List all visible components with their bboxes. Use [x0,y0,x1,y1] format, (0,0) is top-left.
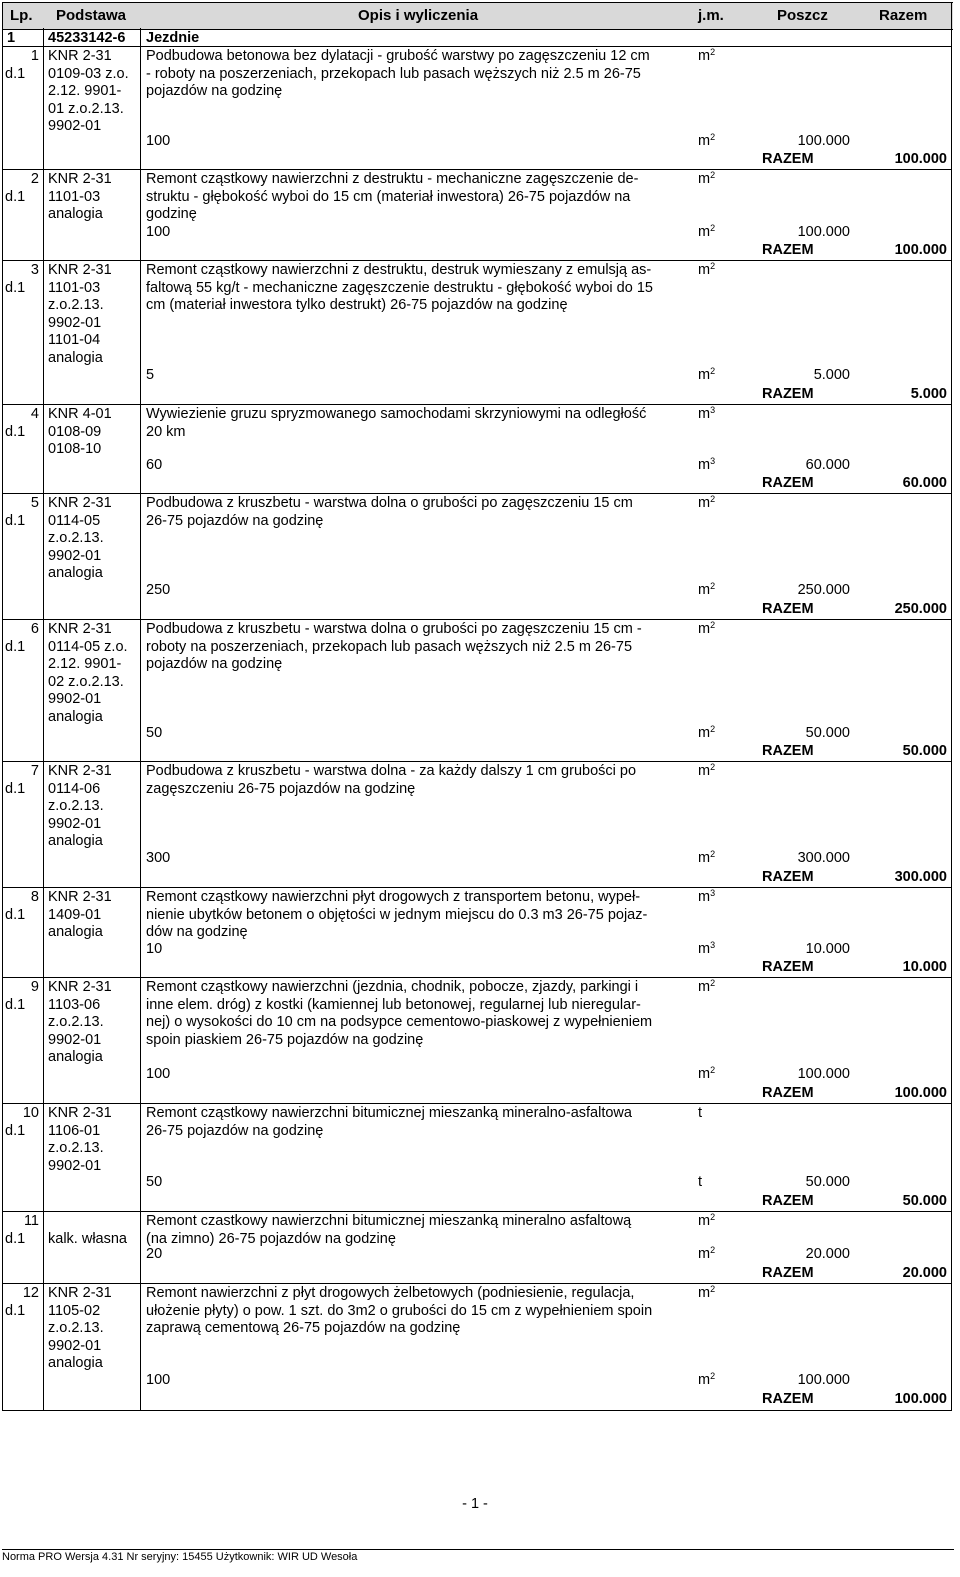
item-subnumber: d.1 [5,1302,26,1319]
item-description-line: pojazdów na godzinę [146,656,283,672]
item-basis-line: analogia [48,1355,103,1371]
item-unit [698,763,715,781]
unit-exponent: 2 [710,724,716,734]
item-razem-label: RAZEM [762,1085,814,1101]
item-unit [698,495,715,513]
header-poszcz: Poszcz [777,7,828,24]
item-basis-line: 9902-01 [48,314,102,331]
item-number: 8 [30,889,39,905]
item-description-line: Podbudowa z kruszbetu - warstwa dolna o grubości po zagęszczeniu 15 cm [146,495,633,511]
item-separator [2,1283,952,1284]
item-razem-value: 50.000 [902,1193,947,1209]
item-poszcz-value: 100.000 [797,1372,850,1388]
item-razem-value: 50.000 [902,743,947,759]
item-razem-value: 10.000 [902,959,947,975]
item-basis-line: 1105-02 [48,1302,101,1319]
item-calculation: 100 [146,224,171,240]
item-calculation: 100 [146,133,171,149]
item-basis-line: analogia [48,1049,103,1065]
unit-exponent: 2 [710,494,716,504]
item-number: 2 [30,171,39,187]
item-separator [2,493,952,494]
right-border [951,2,952,1410]
item-razem-label: RAZEM [762,151,814,167]
item-poszcz-value: 250.000 [797,582,850,598]
item-separator [2,1103,952,1104]
item-razem-label: RAZEM [762,1265,814,1281]
item-subnumber: d.1 [5,1230,26,1247]
item-basis-line: 1106-01 [48,1122,101,1139]
unit-exponent: 2 [710,261,716,271]
item-razem-label: RAZEM [762,743,814,759]
item-description-line: 26-75 pojazdów na godzinę [146,1122,324,1139]
item-unit [698,48,715,66]
item-description-line: Podbudowa z kruszbetu - warstwa dolna - za każdy dalszy 1 cm grubości po [146,763,637,779]
item-description-line: Remont cząstkowy nawierzchni płyt drogowych z transportem betonu, wypeł- [146,889,641,905]
header-podstawa: Podstawa [56,7,127,24]
item-razem-value: 250.000 [894,601,947,617]
unit-symbol: m [698,1246,711,1262]
item-basis-line: 0108-10 [48,441,102,457]
unit-exponent: 3 [710,456,716,466]
item-number: 10 [22,1105,39,1121]
item-description-line: Remont nawierzchni z płyt drogowych żelbetowych (podniesienie, regulacja, [146,1285,635,1301]
section-title: Jezdnie [146,30,200,46]
item-subnumber: d.1 [5,512,26,529]
item-basis-line: 9902-01 [48,1031,102,1048]
column-divider-lp [43,28,44,1410]
header-lp: Lp. [10,7,33,24]
item-description-line: 20 km [146,423,186,440]
item-basis-line: 1101-03 [48,188,101,205]
item-basis-line: kalk. własna [48,1230,127,1247]
item-basis-line: 0114-06 [48,780,101,797]
item-unit [698,406,715,424]
unit-exponent: 2 [710,762,716,772]
item-calculation: 50 [146,1174,163,1190]
item-razem-value: 60.000 [902,475,947,491]
item-description-line: nej) o wysokości do 10 cm na podsypce cementowo-piaskowej z wypełnieniem [146,1014,653,1030]
item-description-line: Remont czastkowy nawierzchni bitumicznej mieszanką mineralno asfaltową [146,1213,632,1229]
item-basis-line: 0114-05 z.o. [48,638,128,655]
item-razem-label: RAZEM [762,869,814,885]
unit-symbol: m [698,725,711,741]
item-poszcz-value: 20.000 [805,1246,850,1262]
item-separator [2,761,952,762]
item-razem-label: RAZEM [762,959,814,975]
item-subnumber: d.1 [5,1122,26,1139]
item-basis-line: 9902-01 [48,815,102,832]
item-subnumber: d.1 [5,996,26,1013]
item-calc-unit [698,1246,715,1264]
unit-symbol: t [698,1174,703,1190]
unit-symbol: m [698,48,711,64]
item-number: 9 [30,979,39,995]
unit-exponent: 2 [710,1284,716,1294]
item-unit [698,171,715,189]
item-razem-label: RAZEM [762,1193,814,1209]
unit-symbol: m [698,133,711,149]
section-code: 45233142-6 [48,30,126,46]
unit-symbol: m [698,224,711,240]
item-separator [2,169,952,170]
section-number: 1 [7,30,16,46]
item-basis-line: analogia [48,206,103,222]
item-poszcz-value: 100.000 [797,133,850,149]
item-unit [698,1213,715,1231]
item-razem-value: 300.000 [894,869,947,885]
item-separator [2,887,952,888]
item-basis-line: 1101-03 [48,279,101,296]
unit-exponent: 2 [710,1065,716,1075]
unit-symbol: m [698,889,711,905]
unit-symbol: m [698,171,711,187]
footer-rule [2,1549,954,1550]
item-basis-line: 1103-06 [48,996,101,1013]
unit-exponent: 3 [710,405,716,415]
unit-exponent: 2 [710,978,716,988]
item-calc-unit [698,725,715,743]
unit-symbol: m [698,1372,711,1388]
item-basis-line: z.o.2.13. [48,1320,104,1336]
item-calc-unit [698,850,715,868]
item-description-line: roboty na poszerzeniach, przekopach lub pasach węższych niż 2.5 m 26-75 [146,638,633,655]
unit-symbol: m [698,941,711,957]
item-basis-line: z.o.2.13. [48,798,104,814]
item-subnumber: d.1 [5,65,26,82]
item-razem-value: 100.000 [894,151,947,167]
unit-symbol: m [698,457,711,473]
item-unit [698,1285,715,1303]
item-separator [2,619,952,620]
item-description-line: struktu - głębokość wyboi do 15 cm (materiał inwestora) 26-75 pojazdów na [146,188,631,205]
unit-symbol: m [698,621,711,637]
unit-symbol: m [698,1066,711,1082]
item-poszcz-value: 50.000 [805,1174,850,1190]
item-separator [2,404,952,405]
item-basis-line: KNR 2-31 [48,262,112,278]
item-subnumber: d.1 [5,423,26,440]
item-description-line: Remont cząstkowy nawierzchni z destruktu - mechaniczne zagęszczenie de- [146,171,639,187]
item-basis-line: KNR 2-31 [48,1105,112,1121]
unit-exponent: 2 [710,1212,716,1222]
item-razem-value: 100.000 [894,1391,947,1407]
item-description-line: zaprawą cementową 26-75 pojazdów na godzinę [146,1320,461,1336]
unit-symbol: m [698,367,711,383]
item-subnumber: d.1 [5,279,26,296]
item-description-line: cm (materiał inwestora tylko destrukt) 26-75 pojazdów na godzinę [146,297,568,313]
item-basis-line: KNR 2-31 [48,1285,112,1301]
unit-symbol: m [698,406,711,422]
item-description-line: Remont cząstkowy nawierzchni (jezdnia, chodnik, pobocze, zjazdy, parkingi i [146,979,639,995]
item-description-line: dów na godzinę [146,924,248,940]
item-basis-line: z.o.2.13. [48,530,104,546]
item-calc-unit [698,941,715,959]
unit-symbol: m [698,1213,711,1229]
item-basis-line: z.o.2.13. [48,1140,104,1156]
unit-exponent: 2 [710,1245,716,1255]
item-basis-line: 1101-04 [48,332,101,348]
item-description-line: pojazdów na godzinę [146,83,283,99]
table-header [2,2,953,30]
item-number: 7 [30,763,39,779]
item-calculation: 50 [146,725,163,741]
item-basis-line: KNR 2-31 [48,763,112,779]
item-basis-line: KNR 2-31 [48,48,112,64]
unit-exponent: 2 [710,132,716,142]
item-number: 12 [22,1285,39,1301]
item-basis-line: 2.12. 9901- [48,656,122,672]
item-subnumber: d.1 [5,906,26,923]
unit-exponent: 2 [710,223,716,233]
item-description-line: - roboty na poszerzeniach, przekopach lub pasach węższych niż 2.5 m 26-75 [146,65,641,82]
item-poszcz-value: 100.000 [797,224,850,240]
item-basis-line: 9902-01 [48,1157,102,1174]
item-razem-value: 100.000 [894,242,947,258]
item-unit [698,262,715,280]
item-basis-line: 9902-01 [48,1337,102,1354]
item-calc-unit [698,582,715,600]
item-calc-unit [698,133,715,151]
item-poszcz-value: 60.000 [805,457,850,473]
item-basis-line: 9902-01 [48,118,102,134]
unit-symbol: m [698,1285,711,1301]
item-description-line: inne elem. dróg) z kostki (kamiennej lub betonowej, regularnej lub nieregular- [146,996,641,1013]
item-calc-unit [698,1372,715,1390]
item-basis-line: analogia [48,833,103,849]
item-description-line: Remont cząstkowy nawierzchni z destruktu, destruk wymieszany z emulsją as- [146,262,652,278]
item-calc-unit [698,224,715,242]
header-razem: Razem [879,7,928,24]
item-basis-line: 9902-01 [48,691,102,707]
item-basis-line: KNR 4-01 [48,406,112,422]
item-description-line: ułożenie płyty) o pow. 1 szt. do 3m2 o grubości do 15 cm z wypełnieniem spoin [146,1302,653,1319]
item-calculation: 100 [146,1066,171,1082]
item-basis-line: analogia [48,565,103,581]
header-opis: Opis i wyliczenia [358,7,479,24]
unit-symbol: m [698,763,711,779]
page-number: - 1 - [462,1496,488,1512]
item-razem-value: 20.000 [902,1265,947,1281]
item-basis-line: KNR 2-31 [48,979,112,995]
item-separator [2,1211,952,1212]
item-basis-line: 0114-05 [48,512,101,529]
section-divider [2,46,952,47]
item-basis-line: analogia [48,349,103,366]
item-razem-label: RAZEM [762,1391,814,1407]
unit-exponent: 2 [710,620,716,630]
item-razem-label: RAZEM [762,601,814,617]
footer-text: Norma PRO Wersja 4.31 Nr seryjny: 15455 Użytkownik: WIR UD Wesoła [2,1551,358,1563]
item-basis-line: KNR 2-31 [48,621,112,637]
unit-symbol: m [698,979,711,995]
item-description-line: Wywiezienie gruzu spryzmowanego samochodami skrzyniowymi na odległość [146,406,647,422]
item-number: 5 [30,495,39,511]
item-description-line: Podbudowa z kruszbetu - warstwa dolna o grubości po zagęszczeniu 15 cm - [146,621,642,637]
item-basis-line: z.o.2.13. [48,297,104,313]
item-description-line: (na zimno) 26-75 pojazdów na godzinę [146,1230,396,1247]
item-separator [2,1410,952,1411]
item-number: 3 [30,262,39,278]
item-razem-value: 100.000 [894,1085,947,1101]
item-calculation: 300 [146,850,171,866]
item-calculation: 10 [146,941,163,957]
item-separator [2,260,952,261]
item-description-line: faltową 55 kg/t - mechaniczne zagęszczenie destruktu - głębokość wyboi do 15 [146,279,653,296]
unit-symbol: m [698,495,711,511]
item-basis-line: analogia [48,924,103,940]
item-description-line: 26-75 pojazdów na godzinę [146,512,324,529]
item-basis-line: 02 z.o.2.13. [48,673,124,690]
unit-symbol: m [698,262,711,278]
unit-exponent: 2 [710,849,716,859]
item-subnumber: d.1 [5,780,26,797]
column-divider-basis [140,28,141,1410]
unit-exponent: 2 [710,581,716,591]
item-number: 11 [23,1213,39,1229]
item-number: 6 [30,621,39,637]
item-razem-label: RAZEM [762,386,814,402]
item-calc-unit [698,1174,702,1192]
item-poszcz-value: 5.000 [813,367,850,383]
unit-exponent: 3 [710,940,716,950]
item-number: 1 [30,48,39,64]
item-calculation: 5 [146,367,155,383]
item-subnumber: d.1 [5,638,26,655]
item-separator [2,977,952,978]
item-description-line: nienie ubytków betonem o objętości w jednym miejscu do 0.3 m3 26-75 pojaz- [146,906,648,923]
item-basis-line: 9902-01 [48,547,102,564]
item-poszcz-value: 50.000 [805,725,850,741]
item-unit [698,889,715,907]
item-basis-line: 0108-09 [48,423,102,440]
item-calculation: 20 [146,1246,163,1262]
item-description-line: spoin piaskiem 26-75 pojazdów na godzinę [146,1031,424,1048]
item-number: 4 [30,406,39,422]
item-poszcz-value: 300.000 [797,850,850,866]
unit-exponent: 2 [710,1371,716,1381]
left-border [2,2,3,1410]
item-basis-line: KNR 2-31 [48,495,112,511]
item-poszcz-value: 10.000 [805,941,850,957]
item-unit [698,1105,702,1123]
item-calculation: 100 [146,1372,171,1388]
unit-symbol: t [698,1105,703,1121]
item-razem-label: RAZEM [762,242,814,258]
unit-exponent: 3 [710,888,716,898]
item-description-line: godzinę [146,206,197,222]
item-basis-line: KNR 2-31 [48,171,112,187]
unit-exponent: 2 [710,47,716,57]
item-unit [698,621,715,639]
item-basis-line: 01 z.o.2.13. [48,100,124,117]
item-basis-line: 0109-03 z.o. [48,65,129,82]
unit-exponent: 2 [710,366,716,376]
item-description-line: zagęszczeniu 26-75 pojazdów na godzinę [146,780,416,797]
item-calc-unit [698,367,715,385]
header-jm: j.m. [698,7,724,24]
item-razem-label: RAZEM [762,475,814,491]
item-basis-line: 1409-01 [48,906,102,923]
unit-symbol: m [698,850,711,866]
item-basis-line: KNR 2-31 [48,889,112,905]
item-calculation: 60 [146,457,163,473]
item-description-line: Podbudowa betonowa bez dylatacji - grubość warstwy po zagęszczeniu 12 cm [146,48,650,64]
item-basis-line: analogia [48,708,103,725]
item-subnumber: d.1 [5,188,26,205]
item-basis-line: z.o.2.13. [48,1014,104,1030]
item-calc-unit [698,1066,715,1084]
item-unit [698,979,715,997]
item-poszcz-value: 100.000 [797,1066,850,1082]
unit-symbol: m [698,582,711,598]
item-calculation: 250 [146,582,171,598]
item-basis-line: 2.12. 9901- [48,83,122,99]
item-razem-value: 5.000 [910,386,947,402]
unit-exponent: 2 [710,170,716,180]
item-calc-unit [698,457,715,475]
item-description-line: Remont cząstkowy nawierzchni bitumicznej mieszanką mineralno-asfaltowa [146,1105,632,1121]
